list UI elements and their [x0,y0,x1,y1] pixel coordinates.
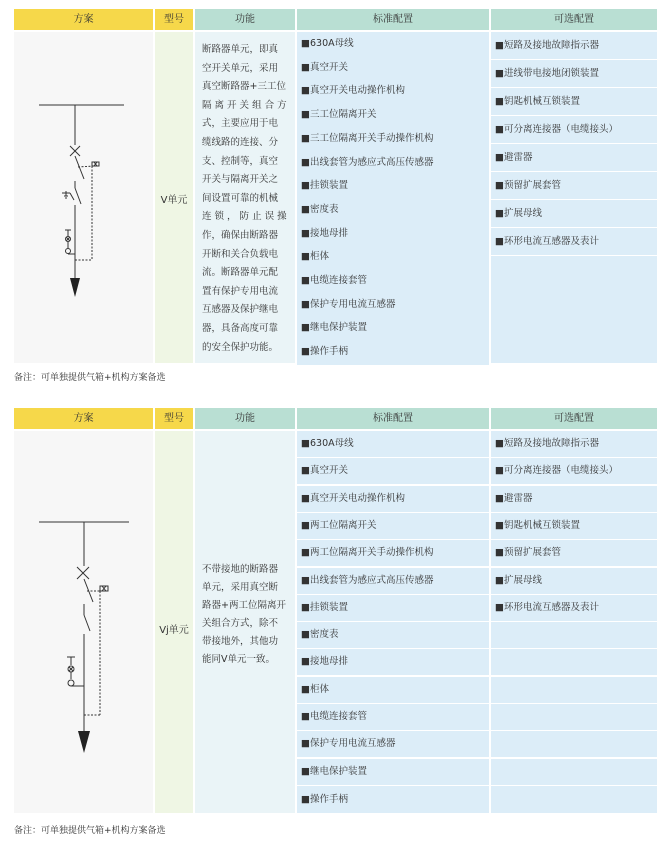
model-cell [155,431,193,813]
standard-item: ■电缆连接套管 [297,704,489,730]
standard-item: ■保护专用电流互感器 [297,293,489,318]
optional-item: ■可分离连接器（电缆接头） [491,458,657,484]
standard-item: ■继电保护装置 [297,316,489,341]
optional-item: ■预留扩展套管 [491,172,657,199]
header-scheme: 方案 [14,408,153,429]
optional-filler [491,704,657,730]
header-optional: 可选配置 [491,9,657,30]
standard-item: ■接地母排 [297,649,489,675]
optional-filler [491,677,657,703]
optional-item: ■钥匙机械互锁装置 [491,88,657,115]
function-description: 不带接地的断路器 单元，采用真空断 路器+两工位隔离开 关组合方式，除不 带接地外，其他功 能同V单元一致。 [202,564,286,665]
optional-item: ■环形电流互感器及表计 [491,595,657,621]
standard-item: ■两工位隔离开关 [297,513,489,539]
optional-item: ■钥匙机械互锁装置 [491,513,657,539]
standard-item: ■630A母线 [297,32,489,57]
table-note: 备注：可单独提供气箱+机构方案备选 [14,826,166,836]
circuit-diagram-vj-unit [14,431,153,813]
standard-item: ■三工位隔离开关手动操作机构 [297,127,489,152]
standard-item: ■出线套管为感应式高压传感器 [297,151,489,176]
header-optional: 可选配置 [491,408,657,429]
standard-item: ■柜体 [297,245,489,270]
standard-item: ■操作手柄 [297,786,489,813]
standard-item: ■真空开关电动操作机构 [297,486,489,512]
standard-item: ■出线套管为感应式高压传感器 [297,568,489,594]
header-standard: 标准配置 [297,408,489,429]
function-cell [195,32,295,363]
header-function: 功能 [195,9,295,30]
optional-item: ■扩展母线 [491,568,657,594]
model-cell [155,32,193,363]
standard-item: ■操作手柄 [297,340,489,365]
header-scheme: 方案 [14,9,153,30]
optional-config-cell [491,32,657,363]
standard-item: ■继电保护装置 [297,759,489,785]
standard-item: ■密度表 [297,622,489,648]
header-model: 型号 [155,408,193,429]
optional-config-cell [491,431,657,813]
optional-item: ■可分离连接器（电缆接头） [491,116,657,143]
config-table-vj-unit [14,408,657,813]
header-model: 型号 [155,9,193,30]
scheme-cell [14,431,153,813]
optional-item: ■进线带电接地闭锁装置 [491,60,657,87]
standard-item: ■挂锁装置 [297,595,489,621]
model-name: V单元 [160,195,188,206]
standard-item: ■接地母排 [297,222,489,247]
standard-item: ■真空开关电动操作机构 [297,79,489,104]
standard-item: ■真空开关 [297,458,489,484]
standard-item: ■保护专用电流互感器 [297,731,489,757]
standard-item: ■真空开关 [297,56,489,81]
circuit-diagram-v-unit [14,32,153,363]
table-note: 备注：可单独提供气箱+机构方案备选 [14,373,166,383]
optional-filler [491,759,657,785]
standard-item: ■挂锁装置 [297,174,489,199]
scheme-cell [14,32,153,363]
standard-item: ■柜体 [297,677,489,703]
optional-item: ■预留扩展套管 [491,540,657,566]
optional-item: ■短路及接地故障指示器 [491,32,657,59]
optional-item: ■避雷器 [491,486,657,512]
standard-item: ■630A母线 [297,431,489,457]
standard-item: ■三工位隔离开关 [297,103,489,128]
optional-filler [491,256,657,363]
optional-filler [491,786,657,813]
config-table-v-unit [14,9,657,363]
optional-filler [491,649,657,675]
header-function: 功能 [195,408,295,429]
optional-filler [491,622,657,648]
standard-item: ■电缆连接套管 [297,269,489,294]
optional-filler [491,731,657,757]
standard-config-cell [297,431,489,813]
header-standard: 标准配置 [297,9,489,30]
optional-item: ■短路及接地故障指示器 [491,431,657,457]
standard-item: ■两工位隔离开关手动操作机构 [297,540,489,566]
optional-item: ■扩展母线 [491,200,657,227]
function-cell [195,431,295,813]
optional-item: ■避雷器 [491,144,657,171]
model-name: Vj单元 [159,625,189,636]
standard-item: ■密度表 [297,198,489,223]
standard-config-cell [297,32,489,363]
optional-item: ■环形电流互感器及表计 [491,228,657,255]
function-description: 断路器单元，即真 空开关单元，采用 真空断路器+三工位 隔 离 开 关 组 合 方 式，主要应用于电 缆线路的连接、分 支、控制等，真空 开关与隔离开关之 间设置可靠的机械 连 锁 ， 防 止 误 操 作，确保由断路器 开断和关合负载电 流。断路器单元配 置有保护专用电流 互感器及保护继电 器，具备高度可靠 的安全保护功能。 [202,44,287,353]
